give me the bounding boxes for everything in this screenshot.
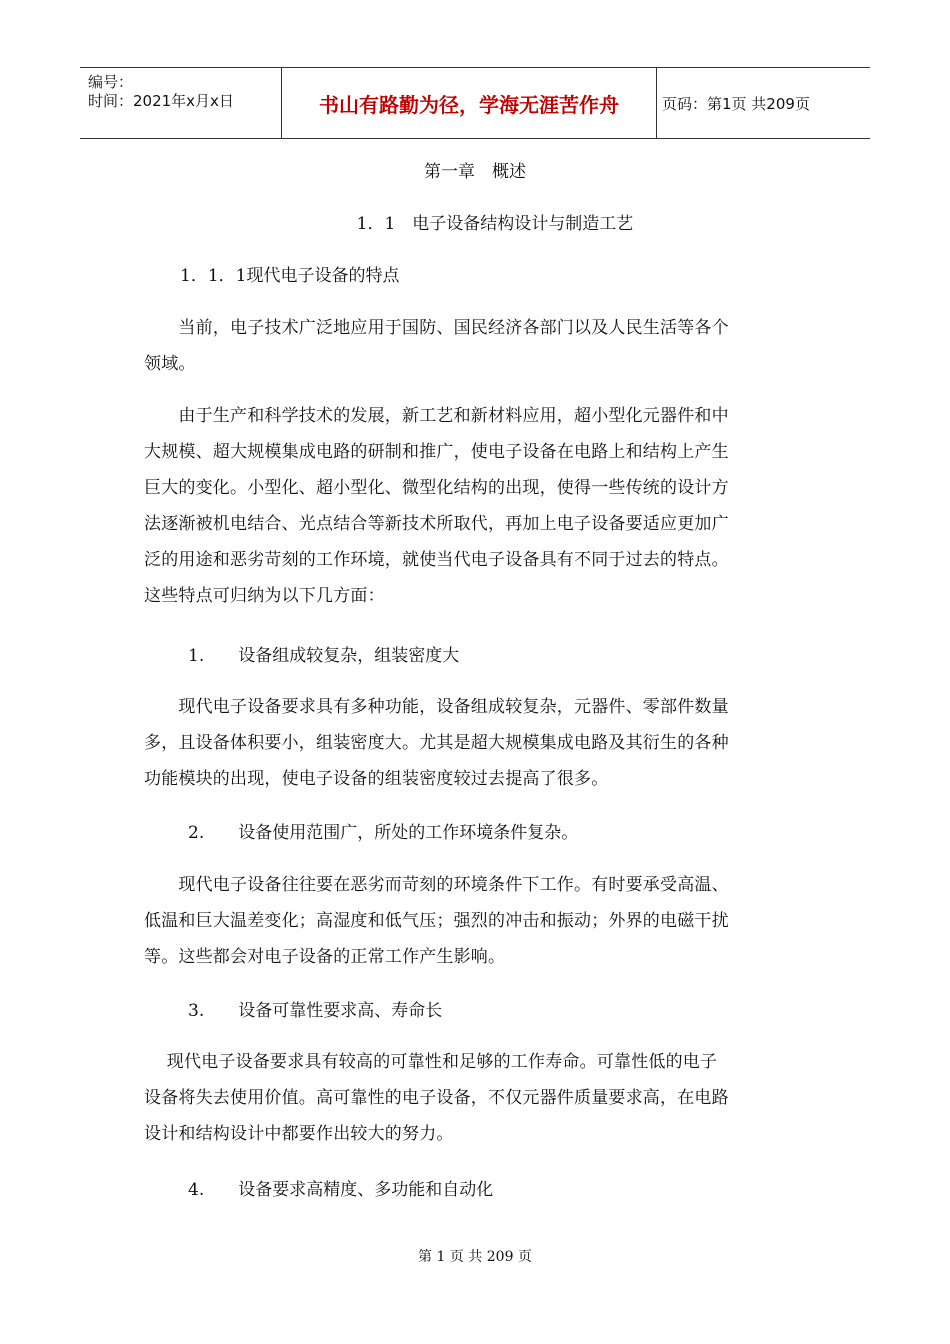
text-line: 法逐渐被机电结合、光点结合等新技术所取代，再加上电子设备要适应更加广 xyxy=(144,514,729,534)
item1-heading: 1. 设备组成较复杂，组装密度大 xyxy=(188,646,460,666)
header-page-info: 页码：第1页 共209页 xyxy=(662,94,810,113)
intro-paragraph xyxy=(144,310,799,382)
text-line: 这些特点可归纳为以下几方面： xyxy=(144,586,385,606)
page-footer: 第 1 页 共 209 页 xyxy=(418,1249,532,1265)
development-paragraph xyxy=(144,398,799,614)
text-line: 设计和结构设计中都要作出较大的努力。 xyxy=(144,1124,454,1144)
text-line: 由于生产和科学技术的发展，新工艺和新材料应用，超小型化元器件和中 xyxy=(144,406,729,426)
item1-paragraph xyxy=(144,689,799,797)
page-header xyxy=(80,67,870,139)
text-line: 领域。 xyxy=(144,354,196,374)
text-line: 大规模、超大规模集成电路的研制和推广，使电子设备在电路上和结构上产生 xyxy=(144,442,729,462)
header-meta-cell xyxy=(80,68,282,138)
text-line: 功能模块的出现，使电子设备的组装密度较过去提高了很多。 xyxy=(144,769,609,789)
subsection-title: 1．1．1现代电子设备的特点 xyxy=(180,266,400,286)
date-line: 时间：2021年x月x日 xyxy=(88,92,234,110)
motto: 书山有路勤为径，学海无涯苦作舟 xyxy=(319,92,619,117)
text-line: 多，且设备体积要小，组装密度大。尤其是超大规模集成电路及其衍生的各种 xyxy=(144,733,729,753)
chapter-title: 第一章 概述 xyxy=(424,162,526,182)
item4-heading: 4. 设备要求高精度、多功能和自动化 xyxy=(188,1180,494,1200)
item2-paragraph xyxy=(144,867,799,975)
text-line: 泛的用途和恶劣苛刻的工作环境，就使当代电子设备具有不同于过去的特点。 xyxy=(144,550,729,570)
text-line: 当前，电子技术广泛地应用于国防、国民经济各部门以及人民生活等各个 xyxy=(144,318,729,338)
serial-label: 编号： xyxy=(88,73,134,91)
text-line: 设备将失去使用价值。高可靠性的电子设备，不仅元器件质量要求高，在电路 xyxy=(144,1088,729,1108)
text-line: 低温和巨大温差变化；高湿度和低气压；强烈的冲击和振动；外界的电磁干扰 xyxy=(144,911,729,931)
text-line: 现代电子设备往往要在恶劣而苛刻的环境条件下工作。有时要承受高温、 xyxy=(144,875,729,895)
item2-heading: 2. 设备使用范围广，所处的工作环境条件复杂。 xyxy=(188,823,579,843)
text-line: 现代电子设备要求具有较高的可靠性和足够的工作寿命。可靠性低的电子 xyxy=(144,1052,718,1072)
item3-paragraph xyxy=(144,1044,799,1152)
item3-heading: 3. 设备可靠性要求高、寿命长 xyxy=(188,1001,443,1021)
text-line: 现代电子设备要求具有多种功能，设备组成较复杂，元器件、零部件数量 xyxy=(144,697,729,717)
header-motto-cell xyxy=(282,68,657,138)
text-line: 等。这些都会对电子设备的正常工作产生影响。 xyxy=(144,947,506,967)
text-line: 巨大的变化。小型化、超小型化、微型化结构的出现，使得一些传统的设计方 xyxy=(144,478,729,498)
section-title: 1．1 电子设备结构设计与制造工艺 xyxy=(356,214,634,234)
